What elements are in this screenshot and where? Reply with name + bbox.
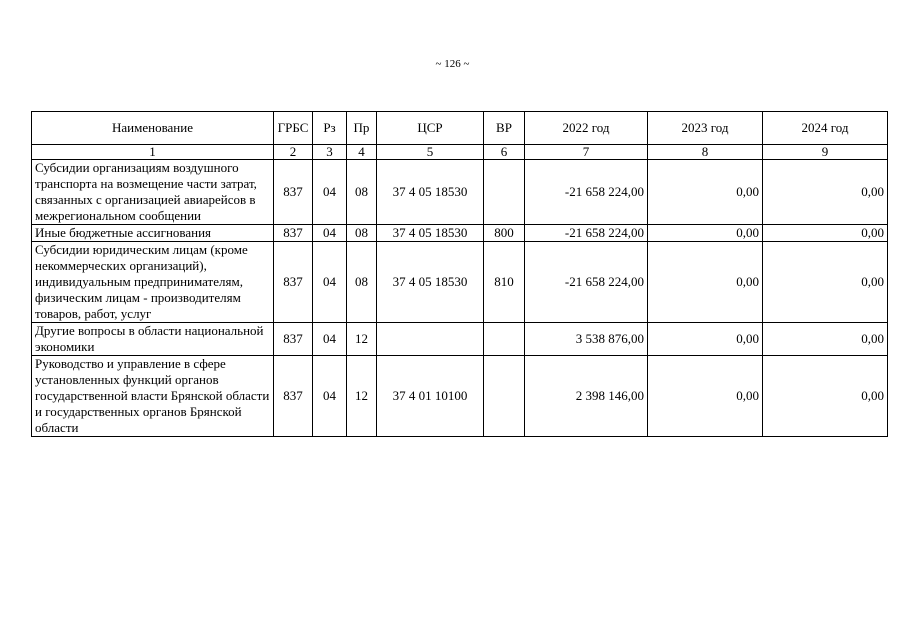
row-2023: 0,00 (648, 160, 763, 225)
row-2022: -21 658 224,00 (525, 242, 648, 323)
row-2023: 0,00 (648, 225, 763, 242)
header-vr: ВР (484, 112, 525, 145)
column-number: 5 (377, 145, 484, 160)
table-row (32, 323, 888, 356)
budget-table (31, 111, 888, 437)
column-number-row (32, 145, 888, 160)
row-name: Иные бюджетные ассигнования (32, 225, 274, 242)
column-number: 6 (484, 145, 525, 160)
row-vr (484, 323, 525, 356)
header-2024: 2024 год (763, 112, 888, 145)
row-grbs: 837 (274, 356, 313, 437)
row-csr: 37 4 01 10100 (377, 356, 484, 437)
row-2023: 0,00 (648, 356, 763, 437)
table-row (32, 356, 888, 437)
column-number: 8 (648, 145, 763, 160)
table-row (32, 225, 888, 242)
row-2022: -21 658 224,00 (525, 225, 648, 242)
header-2022: 2022 год (525, 112, 648, 145)
row-pr: 08 (347, 225, 377, 242)
row-rz: 04 (313, 356, 347, 437)
column-number: 1 (32, 145, 274, 160)
row-vr: 810 (484, 242, 525, 323)
row-csr: 37 4 05 18530 (377, 242, 484, 323)
row-pr: 08 (347, 242, 377, 323)
column-number: 2 (274, 145, 313, 160)
row-2022: 3 538 876,00 (525, 323, 648, 356)
header-csr: ЦСР (377, 112, 484, 145)
row-pr: 12 (347, 356, 377, 437)
row-2024: 0,00 (763, 225, 888, 242)
column-number: 7 (525, 145, 648, 160)
row-rz: 04 (313, 160, 347, 225)
row-vr (484, 160, 525, 225)
row-name: Субсидии организациям воздушного транспорта на возмещение части затрат, связанных с организацией авиарейсов в межрегиональном сообщении (32, 160, 274, 225)
row-rz: 04 (313, 323, 347, 356)
row-grbs: 837 (274, 242, 313, 323)
row-grbs: 837 (274, 323, 313, 356)
row-name: Субсидии юридическим лицам (кроме некоммерческих организаций), индивидуальным предпринимателям, физическим лицам - производителям товаров, работ, услуг (32, 242, 274, 323)
row-2024: 0,00 (763, 356, 888, 437)
row-pr: 08 (347, 160, 377, 225)
page-number: ~ 126 ~ (435, 58, 470, 70)
header-grbs: ГРБС (274, 112, 313, 145)
header-name: Наименование (32, 112, 274, 145)
header-pr: Пр (347, 112, 377, 145)
column-number: 9 (763, 145, 888, 160)
row-vr (484, 356, 525, 437)
row-name: Руководство и управление в сфере установленных функций органов государственной власти Брянской области и государственных органов Брянской области (32, 356, 274, 437)
row-2024: 0,00 (763, 323, 888, 356)
header-rz: Рз (313, 112, 347, 145)
column-number: 3 (313, 145, 347, 160)
row-csr: 37 4 05 18530 (377, 225, 484, 242)
row-2022: -21 658 224,00 (525, 160, 648, 225)
row-csr: 37 4 05 18530 (377, 160, 484, 225)
row-grbs: 837 (274, 160, 313, 225)
header-2023: 2023 год (648, 112, 763, 145)
row-rz: 04 (313, 225, 347, 242)
row-2024: 0,00 (763, 242, 888, 323)
column-number: 4 (347, 145, 377, 160)
row-2024: 0,00 (763, 160, 888, 225)
row-csr (377, 323, 484, 356)
row-2023: 0,00 (648, 242, 763, 323)
table-row (32, 242, 888, 323)
row-2023: 0,00 (648, 323, 763, 356)
row-rz: 04 (313, 242, 347, 323)
row-name: Другие вопросы в области национальной экономики (32, 323, 274, 356)
row-pr: 12 (347, 323, 377, 356)
header-row (32, 112, 888, 145)
row-vr: 800 (484, 225, 525, 242)
table-row (32, 160, 888, 225)
row-2022: 2 398 146,00 (525, 356, 648, 437)
row-grbs: 837 (274, 225, 313, 242)
